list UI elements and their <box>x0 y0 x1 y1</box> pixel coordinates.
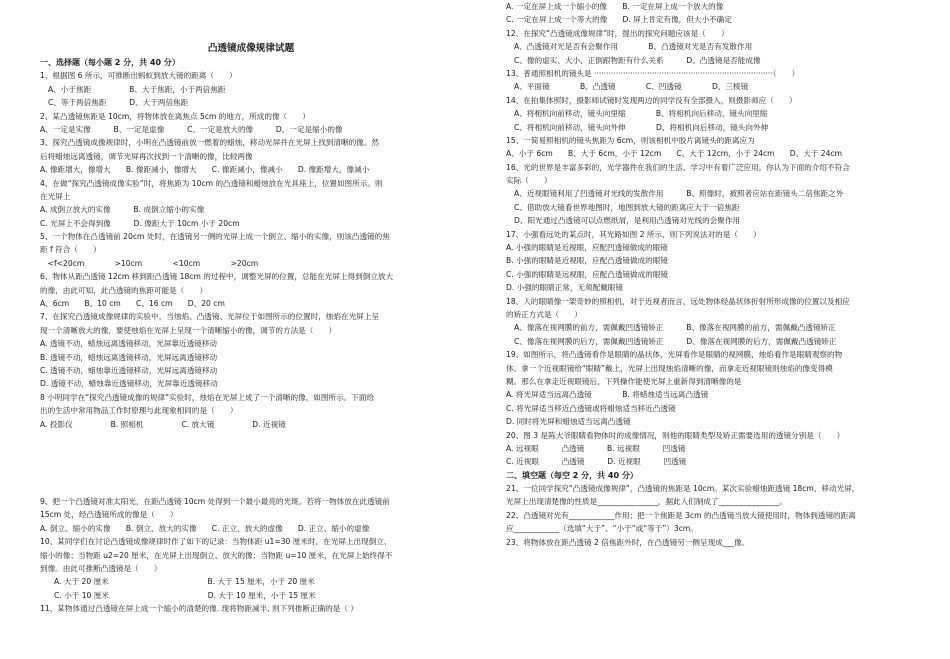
question-line: A. 像距增大，像增大 B. 像距减小，像增大 C. 像距减小，像减小 D. 像距增大，像减小 <box>40 165 370 175</box>
right-column <box>506 0 931 549</box>
question-line: 17、小强看远处的某点时，其光路如图 2 所示，则下列说法对的是（ ） <box>506 229 761 239</box>
question-line: A、平面镜 B、凸透镜 C、凹透镜 D、三棱镜 <box>514 82 749 92</box>
question-line: C、等于两倍焦距 D、大于两倍焦距 <box>48 98 189 108</box>
question-line: 应____________（选填“大于”、“小于”或“等于”）3cm。 <box>506 524 698 534</box>
question-line: C、像的虚实、大小、正倒跟物距有什么关系 D、凸透镜是否能成像 <box>514 55 761 65</box>
question-line: 12、在探究“凸透镜成像规律”时，提出的探究问题应该是（ ） <box>506 28 729 38</box>
question-line: D. 小强的眼睛正常，无须配戴眼镜 <box>506 283 623 293</box>
question-line: A. 远视眼 凸透镜 B. 远视眼 凹透镜 <box>506 443 686 453</box>
question-line: 到像。由此可推断凸透镜是（ ） <box>40 563 162 573</box>
question-line: A. 一定在屏上成一个缩小的像 B. 一定在屏上成一个放大的像 <box>506 2 724 11</box>
question-line: 21、一位同学探究“凸透镜成像规律”，凸透镜的焦距是 10cm。某次实验蜡烛距透镜 18cm，移动光屏， <box>506 484 860 494</box>
question-line: 14、在拍集体照时，摄影师试镜时发现两边的同学没有全部摄入，则摄影师应（ ） <box>506 95 797 105</box>
question-line: 9、把一个凸透镜对准太阳光，在距凸透镜 10cm 处得到一个最小最亮的光斑。若将一物体放在此透镜前 <box>40 496 390 506</box>
question-line: 6、物体从距凸透镜 12cm 移到距凸透镜 18cm 的过程中，调整光屏的位置，总能在光屏上得到倒立放大 <box>40 272 394 282</box>
question-line: A. 透镜不动，蜡烛远离透镜移动，光屏靠近透镜移动 <box>40 339 217 349</box>
question-line: A、小于 6cm B、大于 6cm，小于 12cm C、大于 12cm，小于 24cm D、大于 24cm <box>506 149 843 159</box>
question-line: A. 成倒立放大的实像 B. 成倒立缩小的实像 <box>40 205 205 215</box>
question-line: 13、普通照相机的镜头是 ··········································································（ ） <box>506 68 800 78</box>
question-line: B. 透镜不动，蜡烛远离透镜移动，光屏远离透镜移动 <box>40 352 218 362</box>
page-title: 凸透镜成像规律试题 <box>207 43 295 54</box>
question-line: 11、某物体通过凸透镜在屏上成一个缩小的清楚的像. 现将物距减半, 则下列推断正确的是（ ） <box>40 604 358 614</box>
question-line: 18、人的眼睛像一架奇妙的照相机，对于近视者而言，远处物体经晶状体折射所形成像的位置以及相应 <box>506 296 850 306</box>
question-line: C. 将光屏适当移近凸透镜或将蜡烛适当移近凸透镜 <box>506 403 676 413</box>
question-line: 糊。那么在拿走近视眼镜后，下列操作能使光屏上重新得到清晰像的是 <box>506 376 742 386</box>
question-line: C. 光屏上不会得到像 D. 像距大于 10cm 小于 20cm <box>40 218 240 228</box>
question-line: 缩小的像；当物距 u2=20 厘米，在光屏上出现倒立、放大的像；当物距 u=10 厘米，在光屏上始终得不 <box>40 550 393 560</box>
question-line: A. 投影仪 B. 照相机 C. 放大镜 D. 近视镜 <box>40 419 286 429</box>
question-line: 20、图 3 是陈大爷眼睛看物体时的成像情况，则他的眼睛类型及矫正需要选用的透镜分别是（ ） <box>506 430 845 440</box>
question-line: <f<20cm >10cm <10cm >20cm <box>40 258 259 268</box>
question-line: 1、根据图 6 所示，可推断出蚂蚁到放大镜的距离（ ） <box>40 71 237 81</box>
question-line: 5、一个物体在凸透镜前 20cm 处时，在透镜另一侧的光屏上成一个倒立、缩小的实像，则该凸透镜的焦 <box>40 232 390 242</box>
question-line: D. 同时将光屏和蜡烛适当远离凸透镜 <box>506 417 631 427</box>
question-line: A、将相机向前移动，镜头向里缩 B、将相机向后移动，镜头向里缩 <box>514 109 768 119</box>
question-line: 15、一简易照相机的镜头焦距为 6cm，则该相机中胶片离镜头的距离应为 <box>506 135 755 145</box>
left-question-block <box>40 56 462 431</box>
question-line: 23、将物体放在距凸透镜 2 倍焦距外时，在凸透镜另一侧呈现成___像。 <box>506 537 750 547</box>
question-line: A、凸透镜对光是否有会聚作用 B、凸透镜对光是否有发散作用 <box>514 42 753 52</box>
question-line: B. 小强的眼睛是近视眼，应配凸透镜做成的眼镜 <box>506 256 668 266</box>
left-question-block-2 <box>40 495 462 616</box>
figure-gap <box>40 431 462 495</box>
question-line: 在光屏上 <box>40 191 71 201</box>
question-line: 8 小明同学在“探究凸透镜成像的规律”实验时，烛焰在光屏上成了一个清晰的像，如图所示。下面给 <box>40 392 375 402</box>
question-line: A. 大于 20 厘米 B. 大于 15 厘米，小于 20 厘米 <box>54 577 315 587</box>
question-line: D、阳光通过凸透镜可以点燃纸屑，是利用凸透镜对光线的会聚作用 <box>514 216 741 226</box>
question-line: 现一个清晰放大的像．要使烛焰在光屏上呈现一个清晰缩小的像，调节的方法是（ ） <box>40 325 337 335</box>
question-line: 10、某同学们在讨论凸透镜成像规律时作了如下的记录：当物体距 u1=30 厘米时，在光屏上出现倒立、 <box>40 537 392 547</box>
question-line: D. 透镜不动，蜡烛靠近透镜移动，光屏靠近透镜移动 <box>40 379 218 389</box>
question-line: C、将相机向前移动，镜头向外伸 D、将相机向后移动，镜头向外伸 <box>514 122 769 132</box>
question-line: 的像，由此可知，此凸透镜的焦距可能是（ ） <box>40 285 208 295</box>
question-line: C. 一定在屏上成一个等大的像 D. 屏上肯定有像，但大小不确定 <box>506 15 732 25</box>
question-line: C. 近视眼 凸透镜 D. 近视眼 凹透镜 <box>506 457 687 467</box>
question-line: 16、光的世界是丰富多彩的，光学器件在我们的生活、学习中有着广泛应用。你认为下面的介绍不符合 <box>506 162 850 172</box>
question-line: 体。拿一个近视眼镜给“眼睛”戴上，光屏上出现烛焰清晰的像，而拿走近视眼镜则烛焰的像变得模 <box>506 363 833 373</box>
section-heading: 二、填空题（每空 2 分，共 40 分） <box>506 470 638 480</box>
question-line: 4、在做“探究凸透镜成像实验”时，将焦距为 10cm 的凸透镜和蜡烛放在光具座上，位置如图所示。则 <box>40 178 383 188</box>
question-line: A、小于焦距 B、大于焦距，小于两倍焦距 <box>48 84 226 94</box>
question-line: 15cm 处，经凸透镜所成的像是（ ） <box>40 510 178 520</box>
question-line: C、像落在视网膜的后方，需佩戴凹透镜矫正 D、像落在视网膜的后方，需佩戴凸透镜矫正 <box>514 336 837 346</box>
question-line: 出的生活中常用物品工作时原理与此现象相同的是（ ） <box>40 406 238 416</box>
question-line: 后将蜡烛远离透镜，调节光屏再次找到一个清晰的像，比较两像 <box>40 151 253 161</box>
question-line: 距 f 符合（ ） <box>40 245 101 255</box>
question-line: A、像落在视网膜的前方，需佩戴凹透镜矫正 B、像落在视网膜的前方，需佩戴凸透镜矫正 <box>514 323 836 333</box>
question-line: A、一定是实像 B、一定是虚像 C、一定是放大的像 D、一定是缩小的像 <box>40 124 343 134</box>
question-line: 19、如图所示，将凸透镜看作是眼睛的晶状体，光屏看作是眼睛的视网膜，烛焰看作是眼睛观察的物 <box>506 350 843 360</box>
question-line: A. 倒立、缩小的实像 B. 倒立、放大的实像 C. 正立、放大的虚像 D. 正立、缩小的虚像 <box>40 523 370 533</box>
question-line: 2、某凸透镜焦距是 10cm，将物体放在离焦点 5cm 的地方，所成的像（ ） <box>40 111 310 121</box>
question-line: 3、探究凸透镜成像规律时，小明在凸透镜前放一燃着的蜡烛，移动光屏并在光屏上找到清晰的像。然 <box>40 138 379 148</box>
question-line: A. 将光屏适当远离凸透镜 B. 将蜡烛适当远离凸透镜 <box>506 390 709 400</box>
question-line: C. 小于 10 厘米 D. 大于 10 厘米，小于 15 厘米 <box>54 590 316 600</box>
question-line: A. 小强的眼睛是近视眼，应配凹透镜做成的眼镜 <box>506 243 668 253</box>
question-line: 实际（ ） <box>506 176 552 186</box>
left-column <box>40 0 462 615</box>
question-line: 光屏上出现清楚像的性质是________________，据此人们制成了________________。 <box>506 497 787 507</box>
question-line: 22、凸透镜对光有____________作用；把一个焦距是 3cm 的凸透镜当放大镜使用时，物体到透镜的距离 <box>506 510 856 520</box>
question-line: 7、在探究凸透镜成像规律的实验中，当烛焰、凸透镜、光屏位于如图所示的位置时，烛焰在光屏上呈 <box>40 312 379 322</box>
right-question-block <box>506 0 931 549</box>
question-line: 的矫正方式是（ ） <box>506 309 582 319</box>
question-line: A、6cm B、10 cm C、16 cm D、20 cm <box>40 299 225 309</box>
question-line: A、近视眼镜利用了凹透镜对光线的发散作用 B、照像时，被照者应站在距镜头二倍焦距之外 <box>514 189 844 199</box>
section-heading: 一、选择题（每小题 2 分，共 40 分） <box>40 58 180 67</box>
question-line: C. 小强的眼睛是远视眼，应配凸透镜做成的眼镜 <box>506 269 669 279</box>
question-line: C. 透镜不动，蜡烛靠近透镜移动，光屏远离透镜移动 <box>40 365 218 375</box>
question-line: C、借助放大镜看世界地图时，地图到放大镜的距离应大于一倍焦距 <box>514 202 740 212</box>
